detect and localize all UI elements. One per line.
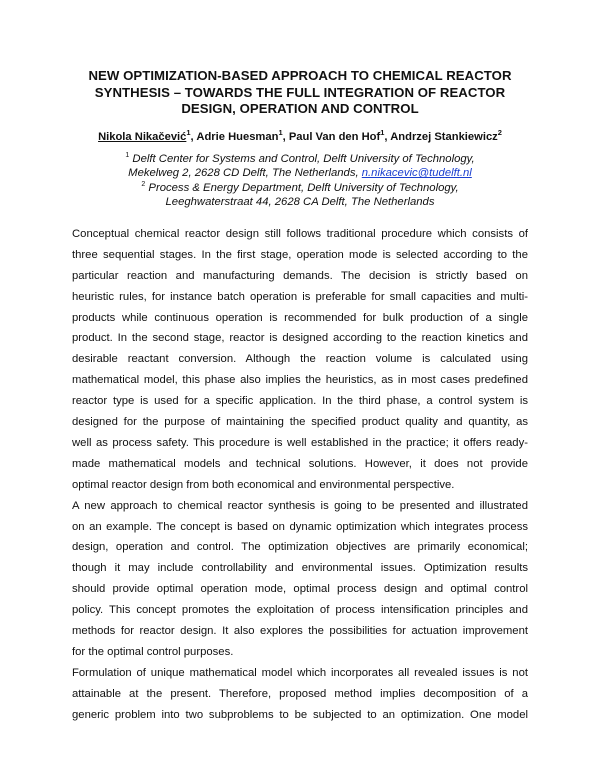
text-line: products while continuous operation is recommended for bulk production of a single <box>72 311 528 324</box>
author-name: Paul Van den Hof <box>288 130 381 143</box>
abstract-body <box>72 224 528 726</box>
text-line: mathematical model, this phase also implies the heuristics, as in most cases predefined <box>72 374 528 387</box>
text-line: designed for the purpose of maintaining the specified product quality and quantity, as <box>72 416 528 429</box>
title-line: SYNTHESIS – TOWARDS THE FULL INTEGRATION OF REACTOR <box>94 84 506 100</box>
text-line: for the optimal control purposes. <box>72 646 234 658</box>
text-line: three sequential stages. In the first stage, operation mode is selected according to the <box>72 248 528 261</box>
author-affiliation-mark: 1 <box>278 127 283 137</box>
text-line: well as process safety. This procedure is well established in the practice; it offers ready- <box>72 436 528 449</box>
text-line: attainable at the present. Therefore, proposed method implies decomposition of a <box>72 687 528 700</box>
affiliation-mark: 2 <box>141 180 146 188</box>
affiliation-mark: 1 <box>125 151 130 159</box>
text-line: optimal reactor design from both economical and environmental perspective. <box>72 478 455 491</box>
author-affiliation-mark: 1 <box>380 127 385 137</box>
paragraph <box>72 663 528 726</box>
text-line: heuristic rules, for instance batch operation is preferable for small capacities and multi- <box>72 290 528 303</box>
author-affiliation-mark: 2 <box>497 127 502 137</box>
text-line: Formulation of unique mathematical model which incorporates all revealed issues is not <box>72 666 528 679</box>
text-line: policy. This concept promotes the exploitation of process intensification principles and <box>72 604 528 617</box>
text-line: particular reaction and manufacturing demands. The decision is strictly based on <box>72 269 528 282</box>
text-line: desirable reactant conversion. Although the reaction volume is calculated using <box>72 353 528 366</box>
text-line: should provide optimal operation mode, optimal process design and optimal control <box>72 583 528 596</box>
text-line: on an example. The concept is based on dynamic optimization which integrates process <box>72 520 528 533</box>
affiliation-2-line-2: Leeghwaterstraat 44, 2628 CA Delft, The Netherlands <box>165 196 435 209</box>
title-line: DESIGN, OPERATION AND CONTROL <box>181 101 419 116</box>
affiliation-2-line-1: $^2$ Process & Energy Department, Delft University of Technology, <box>141 180 459 194</box>
text-line: though it may include controllability and environmental issues. Optimization results <box>72 562 528 575</box>
paper-title <box>72 68 528 118</box>
paragraph <box>72 224 528 496</box>
email-link[interactable]: n.nikacevic@tudelft.nl <box>361 167 472 180</box>
text-line: A new approach to chemical reactor synthesis is going to be presented and illustrated <box>72 499 528 512</box>
author-separator: , <box>282 130 286 143</box>
text-line: generic problem into two subproblems to be subjected to an optimization. One model <box>72 708 528 721</box>
text-line: product. In the second stage, reactor is designed according to the reaction kinetics and <box>72 332 528 345</box>
author-separator: , <box>190 130 194 143</box>
author-affiliation-mark: 1 <box>186 127 191 137</box>
affiliation-1-line-1: $^1$ Delft Center for Systems and Control, Delft University of Technology, <box>125 151 475 165</box>
text-line: Conceptual chemical reactor design still follows traditional procedure which consists of <box>72 227 528 240</box>
author-name: Andrzej Stankiewicz <box>390 130 498 143</box>
text-line: made mathematical models and technical solutions. However, it does not provide <box>72 457 528 470</box>
affiliation-1-line-2: Mekelweg 2, 2628 CD Delft, The Netherlands, n.nikacevic@tudelft.nl <box>128 167 472 180</box>
author-name: Adrie Huesman <box>196 130 279 143</box>
paragraph <box>72 496 528 663</box>
text-line: reactor type is used for a specific application. In the third phase, a control system is <box>72 395 528 408</box>
text-line: design, operation and control. The optimization objectives are primarily economical; <box>72 541 528 554</box>
text-line: methods for reactor design. It also explores the possibilities for actuation improvement <box>72 625 528 638</box>
title-line: NEW OPTIMIZATION-BASED APPROACH TO CHEMICAL REACTOR <box>88 68 512 83</box>
author-name: Nikola Nikačević <box>98 130 187 143</box>
affiliations <box>72 152 528 210</box>
author-separator: , <box>384 130 388 143</box>
author-list <box>72 129 528 145</box>
